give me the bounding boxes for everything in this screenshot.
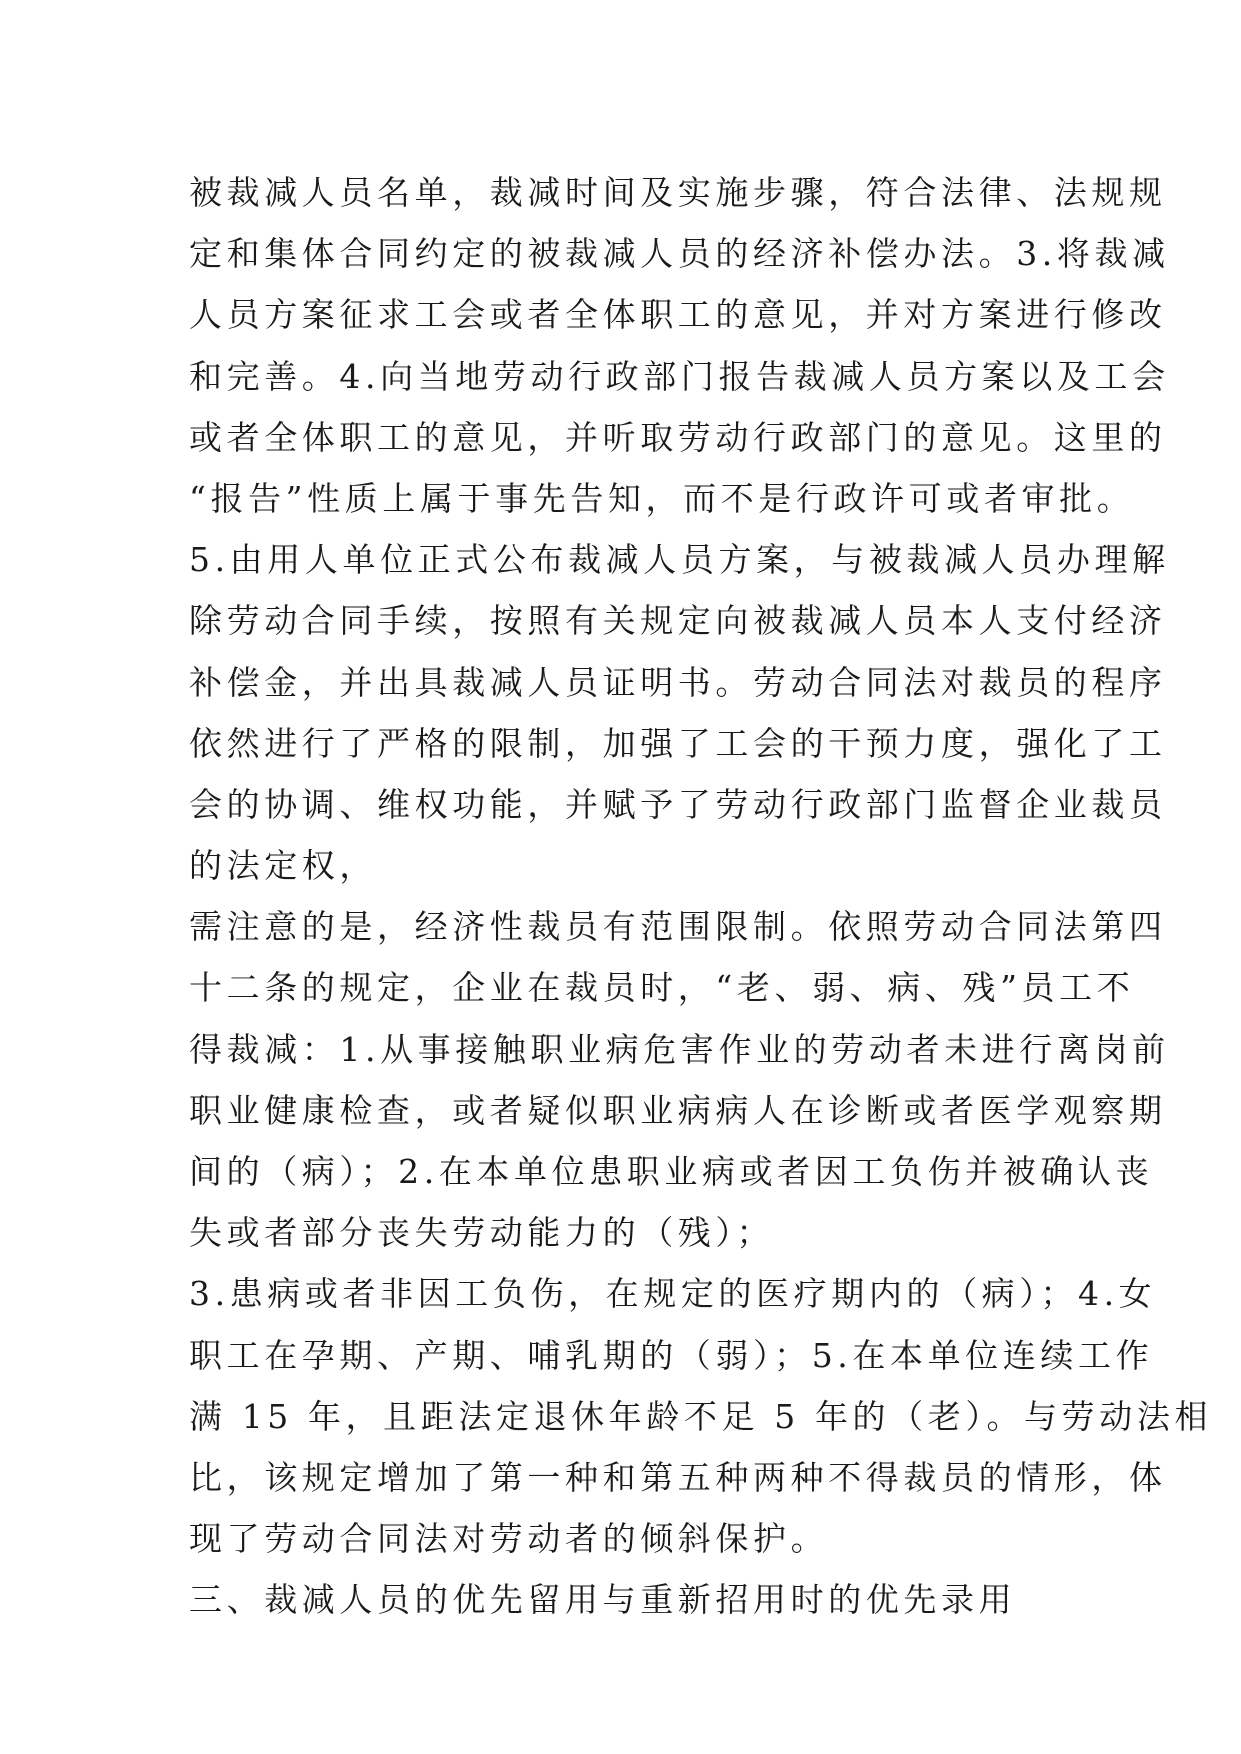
text-line: 3.患病或者非因工负伤，在规定的医疗期内的（病）；4.女 xyxy=(189,1274,1157,1314)
text-line: 和完善。4.向当地劳动行政部门报告裁减人员方案以及工会 xyxy=(189,356,1170,396)
text-line: 被裁减人员名单，裁减时间及实施步骤，符合法律、法规规 xyxy=(189,173,1167,212)
text-line: 比，该规定增加了第一种和第五种两种不得裁员的情形，体 xyxy=(189,1457,1167,1497)
text-line: 现了劳动合同法对劳动者的倾斜保护。 xyxy=(189,1519,829,1559)
text-line: 补偿金，并出具裁减人员证明书。劳动合同法对裁员的程序 xyxy=(189,662,1167,702)
text-line: “报告”性质上属于事先告知，而不是行政许可或者审批。 xyxy=(189,478,1135,518)
text-line: 职业健康检查，或者疑似职业病病人在诊断或者医学观察期 xyxy=(189,1090,1167,1130)
text-line: 人员方案征求工会或者全体职工的意见，并对方案进行修改 xyxy=(189,295,1167,335)
text-line: 失或者部分丧失劳动能力的（残）； xyxy=(189,1213,775,1253)
text-line: 定和集体合同约定的被裁减人员的经济补偿办法。3.将裁减 xyxy=(189,234,1170,274)
text-line: 职工在孕期、产期、哺乳期的（弱）；5.在本单位连续工作 xyxy=(189,1335,1154,1375)
text-line: 间的（病）；2.在本单位患职业病或者因工负伤并被确认丧 xyxy=(189,1152,1154,1191)
text-line: 的法定权， xyxy=(189,846,377,886)
text-line: 或者全体职工的意见，并听取劳动行政部门的意见。这里的 xyxy=(189,417,1167,457)
text-line: 需注意的是，经济性裁员有范围限制。依照劳动合同法第四 xyxy=(189,907,1167,947)
text-line: 5.由用人单位正式公布裁减人员方案，与被裁减人员办理解 xyxy=(189,540,1170,580)
text-line: 得裁减：1.从事接触职业病危害作业的劳动者未进行离岗前 xyxy=(189,1029,1170,1069)
text-line: 会的协调、维权功能，并赋予了劳动行政部门监督企业裁员 xyxy=(189,784,1167,824)
text-line: 十二条的规定，企业在裁员时，“老、弱、病、残”员工不 xyxy=(189,968,1135,1008)
text-line: 依然进行了严格的限制，加强了工会的干预力度，强化了工 xyxy=(189,723,1167,763)
body-text xyxy=(189,162,1213,1631)
text-line: 除劳动合同手续，按照有关规定向被裁减人员本人支付经济 xyxy=(189,601,1167,641)
section-heading: 三、裁减人员的优先留用与重新招用时的优先录用 xyxy=(189,1580,1017,1620)
text-line: 满 15 年，且距法定退休年龄不足 5 年的（老）。与劳动法相 xyxy=(189,1396,1213,1436)
